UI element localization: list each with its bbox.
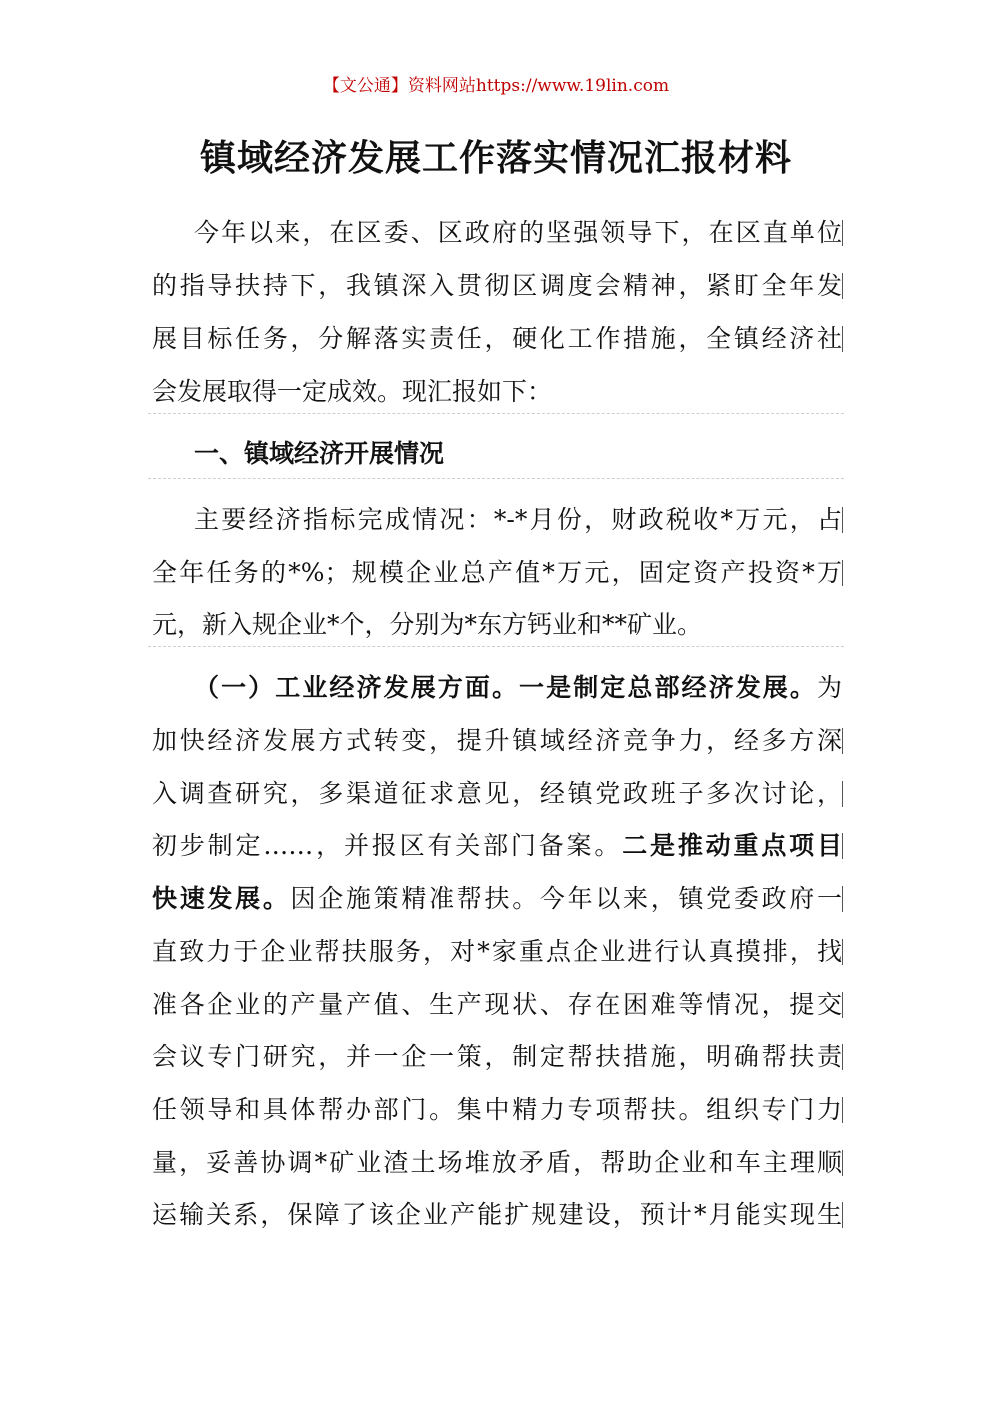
line-end-marker (842, 507, 843, 533)
line-text: 的指导扶持下，我镇深入贯彻区调度会精神，紧盯全年发 (152, 271, 842, 300)
line-end-marker (842, 326, 843, 352)
line-end-marker (842, 886, 843, 912)
line-bold-text: 二是推动重点项目 (622, 831, 842, 860)
paragraph-line (152, 1092, 842, 1128)
paragraph-line (152, 934, 842, 970)
line-separator (148, 646, 844, 647)
line-end-marker (842, 833, 843, 859)
paragraph-line (152, 723, 842, 759)
line-end-marker (842, 1044, 843, 1070)
line-separator (148, 413, 844, 414)
line-text: 加快经济发展方式转变，提升镇域经济竞争力，经多方深 (152, 726, 842, 755)
line-end-marker (842, 1097, 843, 1123)
line-text: 准各企业的产量产值、生产现状、存在困难等情况，提交 (152, 990, 842, 1019)
line-text: 会议专门研究，并一企一策，制定帮扶措施，明确帮扶责 (152, 1042, 842, 1071)
line-separator (148, 478, 844, 479)
line-text: 入调查研究，多渠道征求意见，经镇党政班子多次讨论， (152, 779, 842, 808)
paragraph-line (152, 670, 842, 706)
paragraph-line (152, 374, 842, 410)
line-bold-text: 快速发展。 (152, 884, 291, 913)
paragraph-line (152, 502, 842, 538)
line-text: 直致力于企业帮扶服务，对*家重点企业进行认真摸排，找 (152, 937, 842, 966)
line-end-marker (842, 939, 843, 965)
paragraph-line (152, 215, 842, 251)
paragraph-line (152, 1145, 842, 1181)
paragraph-line (152, 607, 842, 643)
line-end-marker (842, 728, 843, 754)
line-end-marker (842, 992, 843, 1018)
line-text: 今年以来，在区委、区政府的坚强领导下，在区直单位 (194, 218, 842, 247)
line-end-marker (842, 560, 843, 586)
line-text: 因企施策精准帮扶。今年以来，镇党委政府一 (290, 884, 842, 913)
line-text: 一、镇域经济开展情况 (194, 439, 445, 468)
paragraph-line (152, 268, 842, 304)
line-end-marker (842, 1202, 843, 1228)
line-end-marker (842, 781, 843, 807)
line-end-marker (842, 1150, 843, 1176)
section-heading (152, 436, 842, 472)
line-text: 展目标任务，分解落实责任，硬化工作措施，全镇经济社 (152, 324, 842, 353)
paragraph-line (152, 1197, 842, 1233)
paragraph-line (152, 828, 842, 864)
site-header-label[interactable]: 【文公通】资料网站https://www.19lin.com (322, 76, 670, 96)
line-bold-text: （一）工业经济发展方面。一是制定总部经济发展。 (194, 673, 817, 702)
line-text: 任领导和具体帮办部门。集中精力专项帮扶。组织专门力 (152, 1095, 842, 1124)
line-end-marker (842, 220, 843, 246)
line-end-marker (842, 273, 843, 299)
line-text: 主要经济指标完成情况：*-*月份，财政税收*万元，占 (194, 505, 842, 534)
line-text: 元，新入规企业*个，分别为*东方钙业和**矿业。 (152, 610, 703, 639)
line-text: 会发展取得一定成效。现汇报如下： (152, 377, 553, 406)
paragraph-line (152, 987, 842, 1023)
paragraph-line (152, 555, 842, 591)
paragraph-line (152, 881, 842, 917)
line-text: 为 (816, 673, 842, 702)
line-text: 初步制定……，并报区有关部门备案。 (152, 831, 623, 860)
line-text: 全年任务的*%；规模企业总产值*万元，固定资产投资*万 (152, 558, 842, 587)
paragraph-line (152, 776, 842, 812)
document-title: 镇域经济发展工作落实情况汇报材料 (199, 137, 792, 179)
paragraph-line (152, 321, 842, 357)
line-text: 运输关系，保障了该企业产能扩规建设，预计*月能实现生 (152, 1200, 842, 1229)
line-text: 量，妥善协调*矿业渣土场堆放矛盾，帮助企业和车主理顺 (152, 1148, 842, 1177)
paragraph-line (152, 1039, 842, 1075)
